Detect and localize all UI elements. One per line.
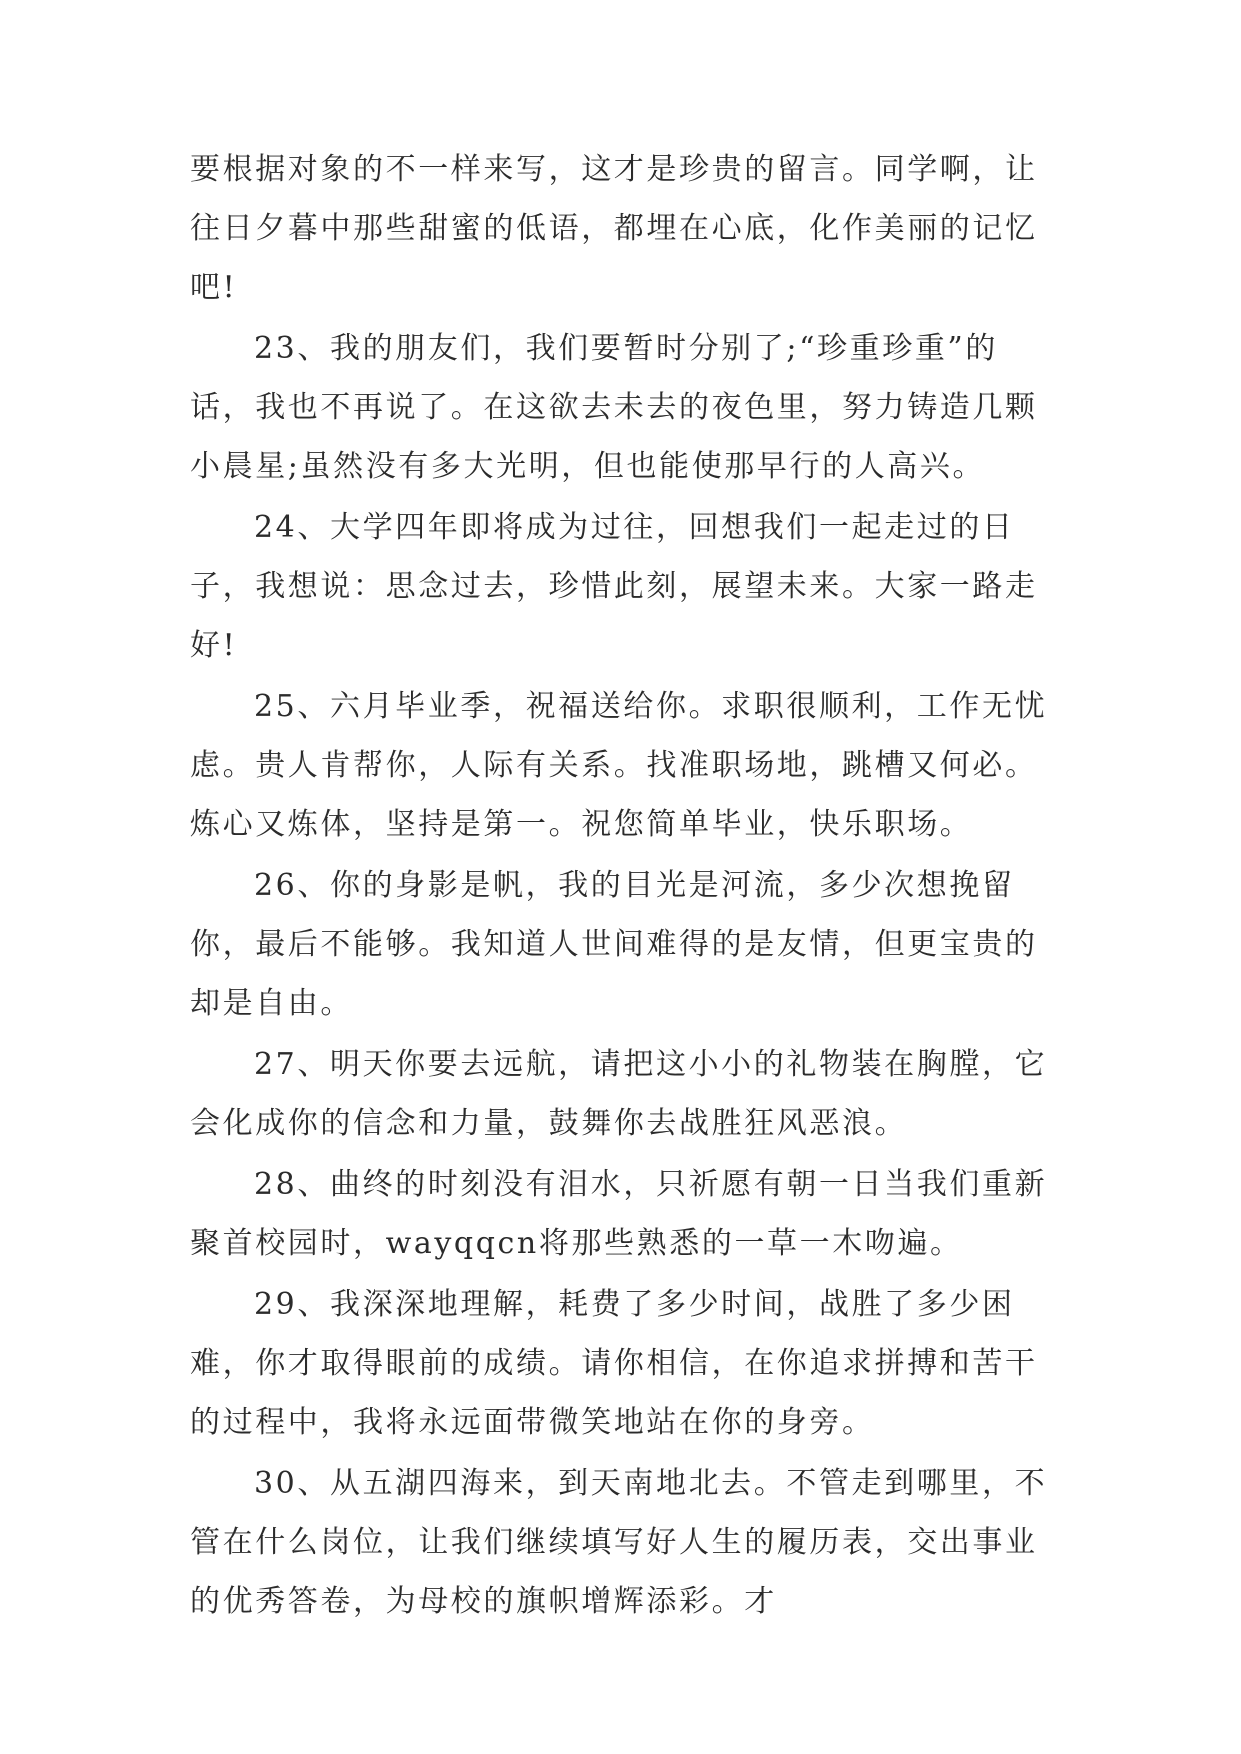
paragraph-30: 30、从五湖四海来，到天南地北去。不管走到哪里，不管在什么岗位，让我们继续填写好人生的履历表，交出事业的优秀答卷，为母校的旗帜增辉添彩。才 — [190, 1466, 1048, 1619]
paragraph-27: 27、明天你要去远航，请把这小小的礼物装在胸膛，它会化成你的信念和力量，鼓舞你去战胜狂风恶浪。 — [190, 1047, 1048, 1141]
paragraph-29: 29、我深深地理解，耗费了多少时间，战胜了多少困难，你才取得眼前的成绩。请你相信，在你追求拼搏和苦干的过程中，我将永远面带微笑地站在你的身旁。 — [190, 1287, 1038, 1440]
paragraph-23: 23、我的朋友们，我们要暂时分别了;“珍重珍重”的话，我也不再说了。在这欲去未去的夜色里，努力铸造几颗小晨星;虽然没有多大光明，但也能使那早行的人高兴。 — [190, 331, 1038, 484]
document-body — [190, 140, 1050, 1633]
paragraph-continuation: 要根据对象的不一样来写，这才是珍贵的留言。同学啊，让往日夕暮中那些甜蜜的低语，都埋在心底，化作美丽的记忆吧! — [190, 152, 1038, 305]
paragraph-25: 25、六月毕业季，祝福送给你。求职很顺利，工作无忧虑。贵人肯帮你，人际有关系。找准职场地，跳槽又何必。炼心又炼体，坚持是第一。祝您简单毕业，快乐职场。 — [190, 689, 1048, 842]
paragraph-26: 26、你的身影是帆，我的目光是河流，多少次想挽留你，最后不能够。我知道人世间难得的是友情，但更宝贵的却是自由。 — [190, 868, 1038, 1021]
paragraph-28: 28、曲终的时刻没有泪水，只祈愿有朝一日当我们重新聚首校园时，wayqqcn将那些熟悉的一草一木吻遍。 — [190, 1167, 1048, 1261]
paragraph-24: 24、大学四年即将成为过往，回想我们一起走过的日子，我想说：思念过去，珍惜此刻，展望未来。大家一路走好! — [190, 510, 1038, 663]
